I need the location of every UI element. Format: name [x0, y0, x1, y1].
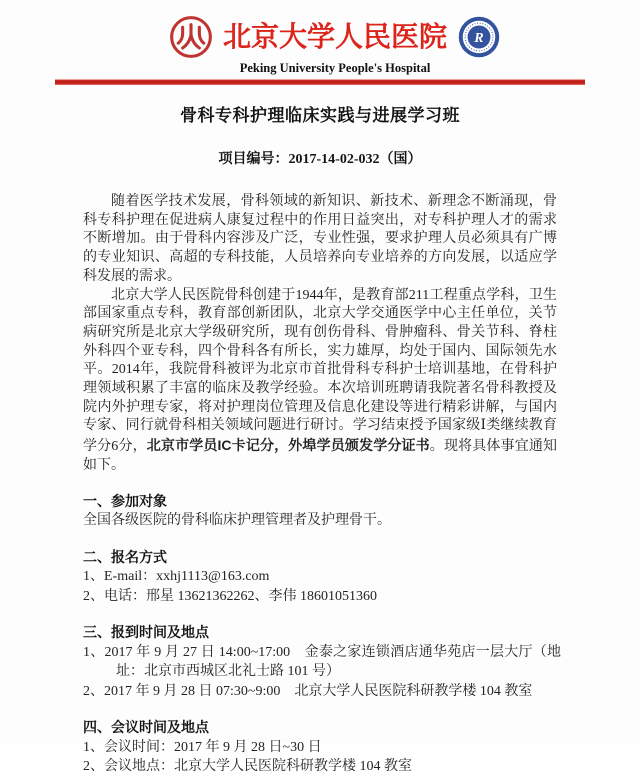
- registration-phone-line: 2、电话：邢星 13621362262、李伟 18601051360: [83, 588, 377, 604]
- meeting-place-line: 2、会议地点：北京大学人民医院科研教学楼 104 教室: [83, 759, 412, 775]
- hospital-name-chinese: 北京大学人民医院: [222, 21, 447, 52]
- hospital-round-emblem-icon: [457, 15, 501, 59]
- hospital-header: [0, 0, 640, 76]
- svg-text:R: R: [474, 29, 484, 46]
- section-heading-registration: 二、报名方式: [83, 548, 167, 565]
- registration-email-line: 1、E-mail：xxhj1113@163.com: [83, 569, 270, 585]
- section-registration: [83, 548, 561, 607]
- hospital-name-english: Peking University People's Hospital: [239, 61, 431, 75]
- document-title: 骨科专科护理临床实践与进展学习班: [180, 106, 460, 125]
- checkin-item-2: 2、2017 年 9 月 28 日 07:30~9:00 北京大学人民医院科研教学楼 104 教室: [83, 683, 533, 699]
- section-heading-checkin: 三、报到时间及地点: [83, 624, 209, 641]
- credit-policy-bold-note: 北京市学员IC卡记分，外埠学员颁发学分证书: [146, 437, 430, 454]
- intro-paragraphs: [83, 193, 557, 476]
- hospital-header-row: [30, 15, 640, 59]
- peking-university-seal-icon: [169, 15, 213, 59]
- intro-paragraph-2-closing: 。现将具体事宜通知如下。: [83, 439, 558, 473]
- section-heading-meeting: 四、会议时间及地点: [83, 719, 209, 736]
- notice-sections: [83, 492, 561, 777]
- intro-paragraph-1: 随着医学技术发展，骨科领域的新知识、新技术、新理念不断涌现，骨科专科护理在促进病人康复过程中的作用日益突出，对专科护理人才的需求不断增加。由于骨科内容涉及广泛，专业性强，要求护理人员必须具有广博的专业知识、高超的专科技能，人员培养向专业培养的方向发展，以适应学科发展的需求。: [83, 194, 557, 284]
- section-checkin: [83, 623, 561, 701]
- section-heading-participants: 一、参加对象: [83, 492, 167, 509]
- intro-paragraph-2: [83, 287, 557, 476]
- section-participants: [83, 492, 561, 531]
- checkin-item-1: 1、2017 年 9 月 27 日 14:00~17:00 金泰之家连锁酒店通华苑店一层大厅（地址：北京市西城区北礼士路 101 号）: [83, 644, 561, 680]
- participants-line: 全国各级医院的骨科临床护理管理者及护理骨干。: [83, 513, 391, 529]
- section-meeting: [83, 718, 561, 777]
- project-number: 项目编号：2017-14-02-032（国）: [218, 152, 422, 167]
- red-divider-line: [55, 79, 585, 85]
- intro-paragraph-2-text: 北京大学人民医院骨科创建于1944年，是教育部211工程重点学科，卫生部国家重点专科，教育部创新团队，北京大学交通医学中心主任单位，关节病研究所是北京大学级研究所，现有创伤骨科、骨肿瘤科、骨关节科、脊柱外科四个亚专科，四个骨科各有所长，实力雄厚，均处于国内、国际领先水平。2014年，我院骨科被评为北京市首批骨科专科护士培训基地，在骨科护理领域积累了丰富的临床及教学经验。本次培训班聘请我院著名骨科教授及院内外护理专家，将对护理岗位管理及信息化建设等进行精彩讲解，与国内专家、同行就骨科相关领域问题进行研讨。学习结束授予国家级Ⅰ类继续教育学分6分，: [83, 287, 557, 455]
- meeting-time-line: 1、会议时间：2017 年 9 月 28 日~30 日: [83, 739, 322, 755]
